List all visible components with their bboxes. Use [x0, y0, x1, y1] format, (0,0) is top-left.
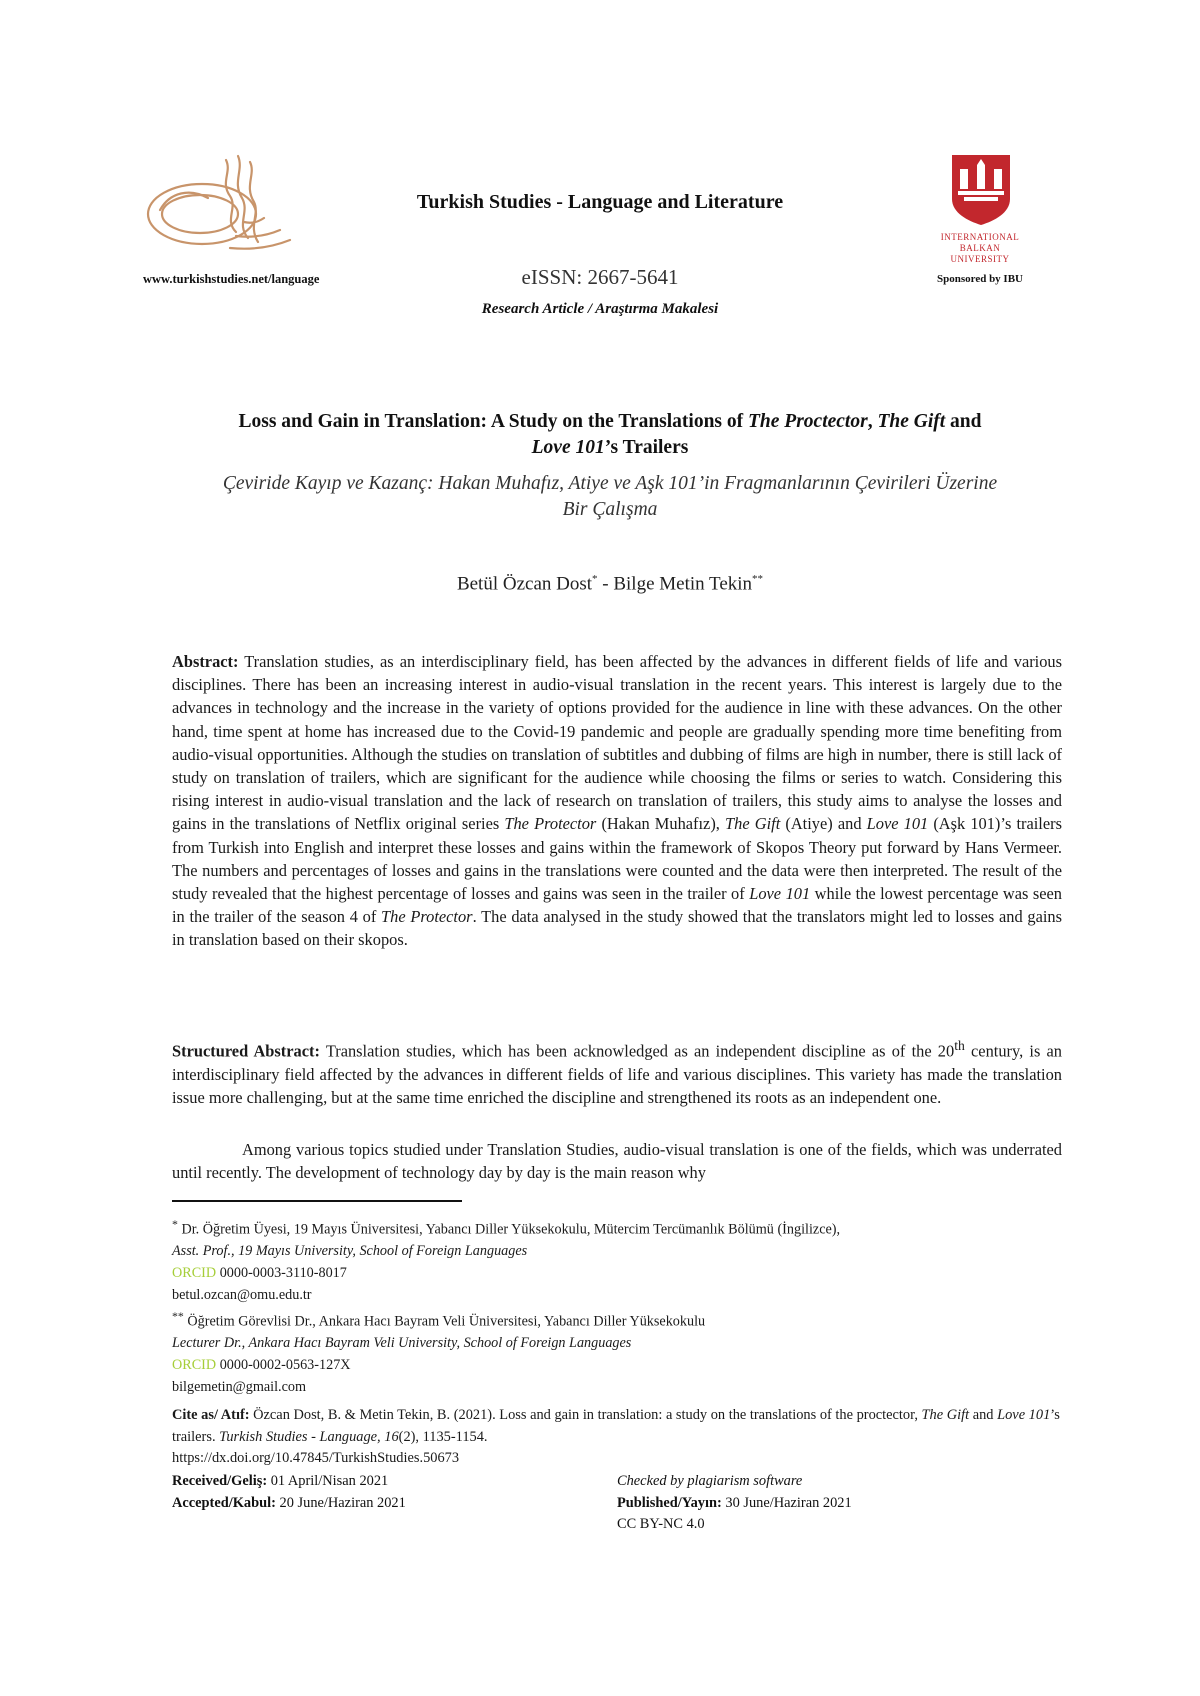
plagiarism-check: Checked by plagiarism software	[617, 1473, 803, 1489]
title-tr-line-2: Bir Çalışma	[562, 499, 658, 520]
footnote-1-line-1	[172, 1214, 1072, 1241]
footnote-2-line-1	[172, 1306, 1072, 1333]
dates-right	[617, 1471, 852, 1536]
dates-left	[172, 1471, 406, 1514]
doi-link[interactable]: https://dx.doi.org/10.47845/TurkishStudies.50673	[172, 1450, 460, 1466]
citation-label: Cite as/ Atıf:	[172, 1407, 250, 1423]
orcid-icon: ORCID	[172, 1264, 217, 1281]
ibu-name-line-3: UNIVERSITY	[950, 254, 1010, 264]
title-tr-line-1: Çeviride Kayıp ve Kazanç: Hakan Muhafız, Atiye ve Aşk 101’in Fragmanlarının Çevirileri Üzerine	[222, 473, 998, 494]
title-love101: Love 101	[531, 437, 605, 458]
author-1: Betül Özcan Dost	[456, 573, 593, 595]
structured-text-2: century, is an interdisciplinary field affected by the advances in different fields of life and various disciplines. This variety has made the translation issue more challenging, but at the same time enriched the discipline and strengthened its roots as an independent one.	[172, 1041, 1062, 1107]
author-2: Bilge Metin Tekin	[613, 573, 753, 595]
abstract-protector: The Protector	[504, 814, 597, 834]
title-sep: ,	[867, 411, 878, 432]
citation-block	[172, 1405, 1062, 1470]
title-gift: The Gift	[877, 411, 946, 432]
article-title-english	[170, 409, 1050, 461]
body-paragraph: Among various topics studied under Translation Studies, audio-visual translation is one of the fields, which was underrated until recently. The development of technology day by day is the main reason why	[172, 1140, 1062, 1183]
ibu-university-name	[920, 232, 1040, 265]
citation-love101: Love 101	[997, 1407, 1051, 1423]
footnote-2-affiliation: Öğretim Görevlisi Dr., Ankara Hacı Bayram Veli Üniversitesi, Yabancı Diller Yüksekokulu	[183, 1313, 706, 1330]
footnote-2-orcid-id: 0000-0002-0563-127X	[216, 1357, 351, 1374]
abstract-text-6: . The data analysed in the study showed that the translators might led to losses and gains in translation based on their skopos.	[172, 907, 1062, 950]
footnote-1-affiliation: Dr. Öğretim Üyesi, 19 Mayıs Üniversitesi, Yabancı Diller Yüksekokulu, Mütercim Tercümanlık Bölümü (İngilizce),	[177, 1221, 841, 1238]
published-label: Published/Yayın:	[617, 1494, 722, 1511]
abstract-love101-2: Love 101	[749, 884, 811, 904]
accepted-label: Accepted/Kabul:	[172, 1494, 276, 1511]
citation-text-1: Özcan Dost, B. & Metin Tekin, B. (2021). Loss and gain in translation: a study on the translations of the proctector,	[249, 1407, 922, 1423]
title-protector: The Proctector	[748, 411, 868, 432]
ibu-name-line-2: BALKAN	[959, 243, 1001, 253]
citation-text-4: (2), 1135-1154.	[398, 1428, 488, 1445]
author-separator: -	[597, 573, 614, 595]
footnote-1-marker: *	[172, 1217, 178, 1231]
footnote-2-marker: **	[172, 1309, 184, 1324]
footnotes	[172, 1214, 1072, 1398]
footnote-1-orcid-id: 0000-0003-3110-8017	[216, 1264, 347, 1281]
published-date	[617, 1493, 852, 1515]
license: CC BY-NC 4.0	[617, 1516, 705, 1532]
structured-abstract-paragraph	[172, 1034, 1062, 1109]
abstract-label: Abstract:	[172, 652, 239, 671]
published-value: 30 June/Haziran 2021	[721, 1494, 852, 1511]
abstract-text-1: Translation studies, as an interdisciplinary field, has been affected by the advances in different fields of life and various disciplines. There has been an increasing interest in audio-visual translation in the recent years. This interest is largely due to the advances in technology and the increase in the variety of options provided for the audience in line with these advances. On the other hand, time spent at home has increased due to the Covid-19 pandemic and people are gradually spending more time benefiting from audio-visual opportunities. Although the studies on translation of subtitles and dubbing of films are high in number, there is still lack of study on translation of trailers, which are significant for the audience while choosing the films or series to watch. Considering this rising interest in audio-visual translation and the lack of research on translation of trailers, this study aims to analyse the losses and gains in the translations of Netflix original series	[172, 652, 1062, 834]
ibu-name-line-1: INTERNATIONAL	[940, 232, 1020, 242]
article-type-label: Research Article / Araştırma Makalesi	[481, 301, 719, 317]
accepted-date	[172, 1493, 406, 1515]
abstract-protector-2: The Protector	[381, 907, 473, 927]
author-list	[170, 573, 1050, 595]
received-value: 01 April/Nisan 2021	[267, 1473, 389, 1489]
turkish-studies-tughra-logo	[140, 152, 300, 264]
citation-text	[172, 1405, 1062, 1448]
footnote-1-line-2: Asst. Prof., 19 Mayıs University, School of Foreign Languages	[172, 1243, 528, 1260]
abstract-love101: Love 101	[866, 814, 929, 834]
footnote-2-line-2: Lecturer Dr., Ankara Hacı Bayram Veli University, School of Foreign Languages	[172, 1335, 632, 1352]
citation-text-3: ’s trailers.	[172, 1407, 1060, 1445]
journal-title: Turkish Studies - Language and Literature	[416, 191, 784, 213]
abstract-text-3: (Atiye) and	[780, 814, 867, 834]
received-label: Received/Geliş:	[172, 1473, 268, 1489]
footnote-divider	[172, 1200, 462, 1202]
abstract-text-2: (Hakan Muhafız),	[596, 814, 726, 834]
title-end: ’s Trailers	[604, 437, 689, 458]
abstract-text-4: (Aşk 101)’s trailers from Turkish into English and interpret these losses and gains within the framework of Skopos Theory put forward by Hans Vermeer. The numbers and percentages of losses and gains in the translations were counted and the data were then interpreted. The result of the study revealed that the highest percentage of losses and gains was seen in the trailer of	[172, 814, 1062, 904]
footnote-1-email[interactable]: betul.ozcan@omu.edu.tr	[172, 1286, 312, 1303]
structured-text-1: Translation studies, which has been acknowledged as an independent discipline as of the 20	[319, 1041, 955, 1061]
citation-journal: Turkish Studies - Language, 16	[219, 1428, 399, 1445]
footnote-2-orcid[interactable]	[172, 1355, 1072, 1377]
structured-abstract-label: Structured Abstract:	[172, 1041, 320, 1061]
abstract-gift: The Gift	[725, 814, 781, 834]
ibu-sponsor-label: Sponsored by IBU	[937, 273, 1023, 285]
eissn-number: eISSN: 2667-5641	[521, 265, 679, 289]
abstract-text-5: while the lowest percentage was seen in the trailer of the season 4 of	[172, 884, 1062, 927]
orcid-icon: ORCID	[172, 1357, 217, 1374]
citation-text-2: and	[969, 1407, 998, 1423]
author-2-marker: **	[752, 573, 764, 585]
received-date	[172, 1471, 406, 1493]
ibu-shield-logo	[950, 153, 1012, 227]
author-1-marker: *	[592, 573, 598, 585]
footnote-1-orcid[interactable]	[172, 1263, 1072, 1285]
title-part-1: Loss and Gain in Translation: A Study on the Translations of	[238, 411, 749, 432]
abstract-paragraph	[172, 650, 1062, 952]
article-title-turkish	[170, 471, 1050, 523]
title-and: and	[945, 411, 982, 432]
journal-website-url[interactable]: www.turkishstudies.net/language	[143, 272, 320, 286]
citation-gift: The Gift	[921, 1407, 970, 1423]
structured-sup: th	[954, 1038, 965, 1053]
accepted-value: 20 June/Haziran 2021	[275, 1494, 406, 1511]
footnote-2-email[interactable]: bilgemetin@gmail.com	[172, 1378, 307, 1395]
